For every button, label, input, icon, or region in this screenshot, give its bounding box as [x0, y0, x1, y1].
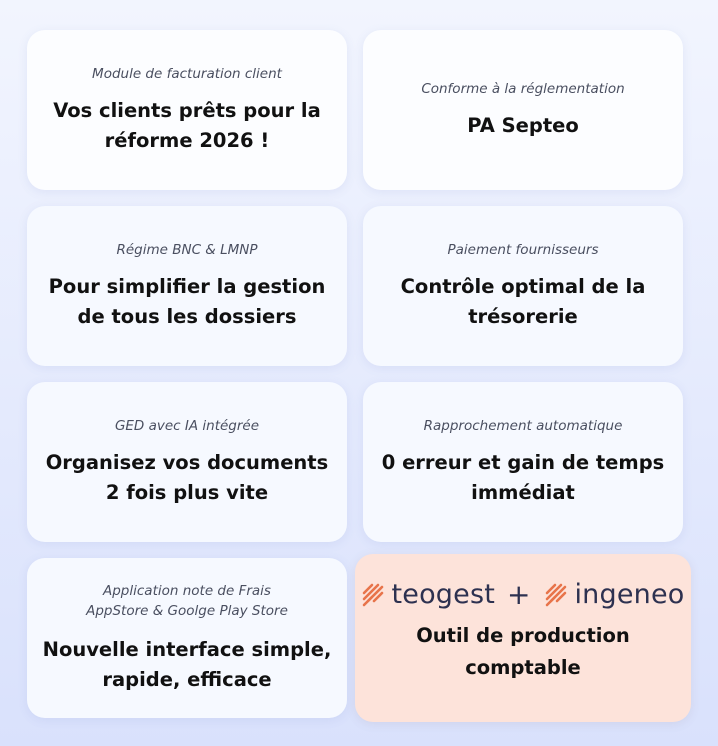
- feature-card-bnc-lmnp: [27, 206, 347, 366]
- card-title: [382, 448, 665, 508]
- title-line: de tous les dossiers: [77, 305, 297, 328]
- card-title: [53, 96, 321, 156]
- card-title: [401, 272, 646, 332]
- title-line: immédiat: [471, 481, 575, 504]
- subtitle-line: AppStore & Goolge Play Store: [86, 603, 288, 619]
- plus-sign: +: [507, 578, 531, 611]
- card-subtitle: [115, 416, 259, 436]
- title-line: Nouvelle interface simple,: [42, 638, 332, 661]
- card-title: [467, 111, 579, 141]
- card-subtitle: [92, 64, 282, 84]
- subtitle-line: Conforme à la réglementation: [421, 81, 625, 97]
- subtitle-line: Application note de Frais: [103, 583, 271, 599]
- card-title: [46, 448, 329, 508]
- feature-card-invoicing: [27, 30, 347, 190]
- teogest-wordmark: teogest: [391, 579, 496, 610]
- striped-s-logo-icon: [544, 582, 568, 608]
- teogest-logo: [361, 578, 495, 612]
- card-title: [416, 620, 630, 684]
- brand-logos: [361, 578, 684, 612]
- ingeneo-logo: [544, 578, 684, 612]
- subtitle-line: Paiement fournisseurs: [447, 242, 599, 258]
- card-title: [49, 272, 326, 332]
- title-line: PA Septeo: [467, 114, 579, 137]
- subtitle-line: GED avec IA intégrée: [114, 418, 260, 434]
- ingeneo-wordmark: ingeneo: [574, 579, 685, 610]
- subtitle-line: Régime BNC & LMNP: [116, 242, 258, 258]
- title-line: trésorerie: [468, 305, 578, 328]
- feature-card-reconciliation: [363, 382, 683, 542]
- feature-card-expense-app: [27, 558, 347, 718]
- card-subtitle: [447, 240, 598, 260]
- highlight-card-teogest-ingeneo: [355, 554, 691, 722]
- title-line: Vos clients prêts pour la: [53, 99, 321, 122]
- title-line: réforme 2026 !: [104, 129, 270, 152]
- feature-card-supplier-payment: [363, 206, 683, 366]
- card-title: [43, 635, 332, 695]
- title-line: rapide, efficace: [102, 668, 272, 691]
- title-line: comptable: [465, 656, 581, 679]
- card-subtitle: [116, 240, 257, 260]
- feature-card-pa-septeo: [363, 30, 683, 190]
- card-subtitle: [424, 416, 623, 436]
- title-line: Contrôle optimal de la: [400, 275, 646, 298]
- title-line: 2 fois plus vite: [105, 481, 269, 504]
- title-line: Pour simplifier la gestion: [48, 275, 326, 298]
- feature-card-ged-ai: [27, 382, 347, 542]
- card-subtitle: [421, 79, 624, 99]
- subtitle-line: Rapprochement automatique: [423, 418, 623, 434]
- title-line: Outil de production: [416, 624, 630, 647]
- striped-s-logo-icon: [361, 582, 385, 608]
- title-line: Organisez vos documents: [45, 451, 329, 474]
- subtitle-line: Module de facturation client: [92, 66, 282, 82]
- title-line: 0 erreur et gain de temps: [381, 451, 665, 474]
- card-subtitle: [86, 581, 288, 621]
